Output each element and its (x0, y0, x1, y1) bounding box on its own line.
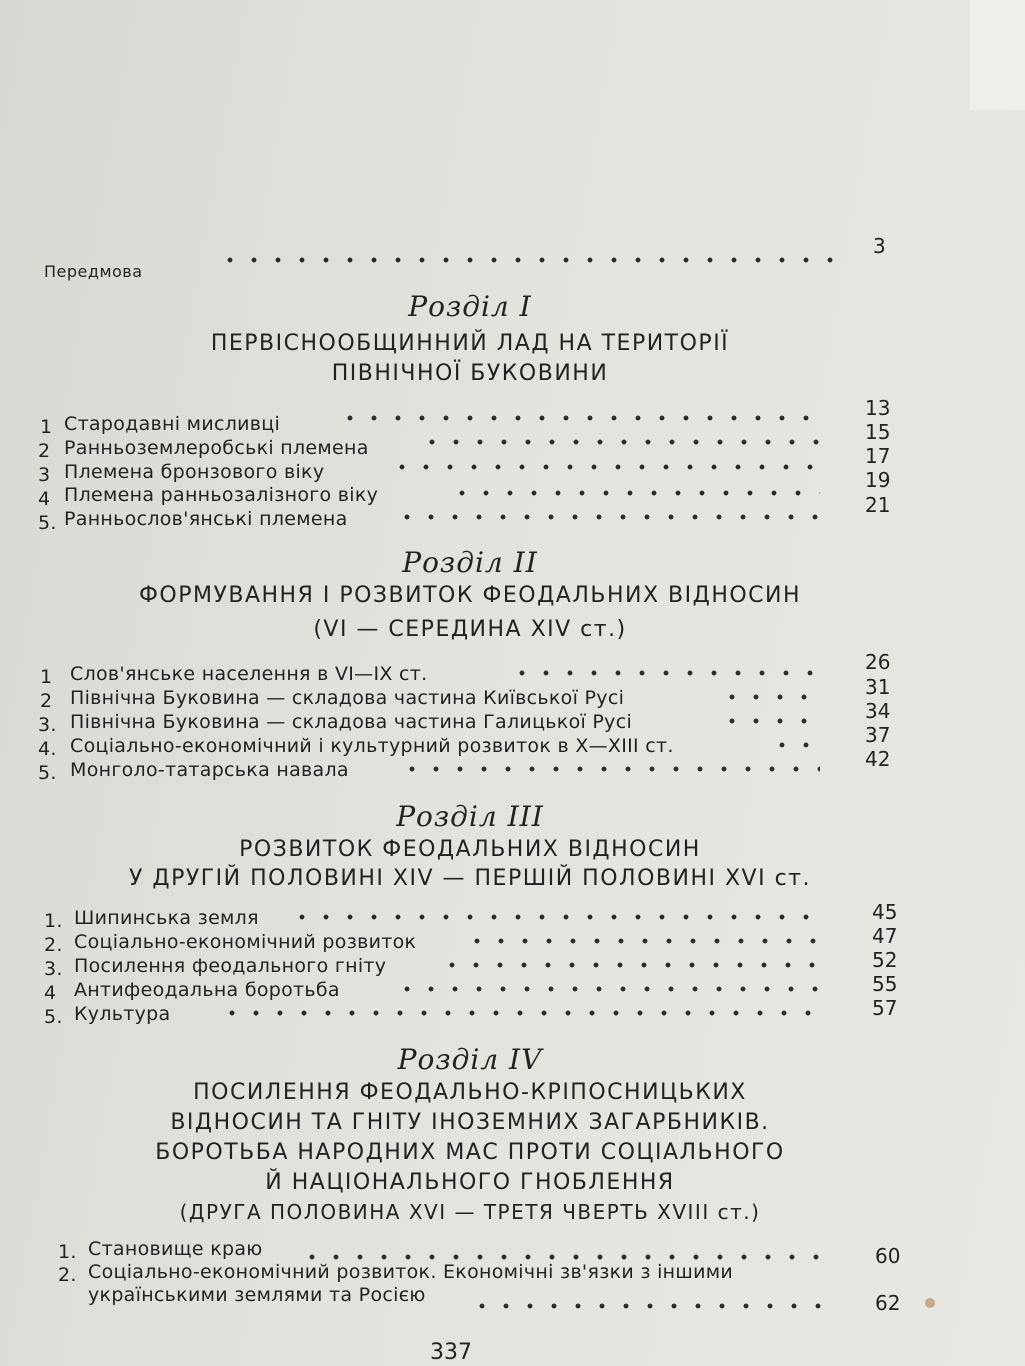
leader-dots (440, 962, 825, 968)
toc-item-number: 2 (40, 690, 53, 712)
chapter4-heading-line4: Й НАЦІОНАЛЬНОГО ГНОБЛЕННЯ (265, 1170, 675, 1195)
chapter1-heading-line2: ПІВНІЧНОЇ БУКОВИНИ (331, 361, 609, 386)
leader-dots (510, 670, 820, 676)
leader-dots (720, 718, 820, 724)
toc-item-title-continued: українськими землями та Росією (88, 1284, 426, 1306)
chapter4-heading-line5: (ДРУГА ПОЛОВИНА XVI — ТРЕТЯ ЧВЕРТЬ XVIII ст.) (179, 1200, 761, 1224)
leader-dots (450, 490, 820, 496)
toc-item-page: 55 (872, 972, 898, 996)
toc-item-number: 5. (38, 762, 57, 784)
preface-label: Передмова (44, 262, 143, 281)
toc-item-title: Ранньоземлеробські племена (64, 437, 369, 459)
toc-item-page: 42 (865, 747, 891, 771)
toc-item-number: 1. (58, 1241, 77, 1263)
leader-dots (218, 257, 838, 263)
leader-dots (338, 415, 823, 421)
leader-dots (420, 439, 820, 445)
toc-item-number: 1 (40, 416, 53, 438)
leader-dots (300, 1254, 825, 1260)
toc-item-title: Монголо-татарська навала (70, 759, 349, 781)
toc-item-page: 26 (865, 650, 891, 674)
preface-page: 3 (873, 234, 886, 258)
leader-dots (390, 464, 820, 470)
toc-item-title: Культура (74, 1003, 171, 1025)
toc-item-number: 3. (38, 714, 57, 736)
toc-item-number: 5. (44, 1006, 63, 1028)
toc-item-title: Слов'янське населення в VI—IX ст. (70, 663, 428, 685)
toc-item-page: 34 (865, 699, 891, 723)
toc-item-title: Племена бронзового віку (64, 461, 325, 483)
toc-item-page: 47 (872, 924, 898, 948)
page-corner (970, 0, 1025, 110)
toc-item-number: 2 (38, 440, 51, 462)
toc-item-title: Племена ранньозалізного віку (64, 484, 379, 506)
toc-item-number: 1. (44, 910, 63, 932)
toc-item-title: Шипинська земля (74, 907, 259, 929)
chapter4-heading-line3: БОРОТЬБА НАРОДНИХ МАС ПРОТИ СОЦІАЛЬНОГО (155, 1140, 785, 1165)
toc-item-title: Посилення феодального гніту (74, 955, 387, 977)
chapter3-section: Розділ III (396, 800, 544, 833)
toc-item-title: Стародавні мисливці (64, 413, 281, 435)
chapter1-heading-line1: ПЕРВІСНООБЩИННИЙ ЛАД НА ТЕРИТОРІЇ (210, 331, 730, 356)
toc-item-number: 5. (38, 512, 57, 534)
toc-item-title: Північна Буковина — складова частина Галицької Русі (70, 711, 633, 733)
toc-item-page: 62 (875, 1291, 901, 1315)
toc-item-page: 13 (865, 396, 891, 420)
toc-item-page: 57 (872, 996, 898, 1020)
leader-dots (220, 1010, 825, 1016)
toc-item-title: Антифеодальна боротьба (74, 979, 340, 1001)
toc-item-number: 2. (44, 934, 63, 956)
leader-dots (290, 914, 825, 920)
chapter2-heading-line2: (VI — СЕРЕДИНА XIV ст.) (313, 617, 627, 642)
toc-item-page: 52 (872, 948, 898, 972)
chapter4-heading-line2: ВІДНОСИН ТА ГНІТУ ІНОЗЕМНИХ ЗАГАРБНИКІВ. (170, 1110, 770, 1135)
chapter1-section: Розділ I (408, 290, 532, 323)
chapter4-section: Розділ IV (397, 1043, 543, 1076)
stain-mark (925, 1298, 935, 1308)
toc-item-number: 4 (44, 982, 57, 1004)
leader-dots (395, 514, 820, 520)
leader-dots (770, 742, 820, 748)
toc-item-title: Соціально-економічний розвиток (74, 931, 417, 953)
toc-item-page: 37 (865, 723, 891, 747)
toc-item-number: 1 (40, 666, 53, 688)
toc-item-page: 15 (865, 420, 891, 444)
leader-dots (720, 694, 820, 700)
leader-dots (400, 766, 820, 772)
toc-item-title: Соціально-економічний розвиток. Економічні зв'язки з іншими (88, 1261, 734, 1283)
toc-item-page: 21 (865, 493, 891, 517)
toc-item-page: 19 (865, 468, 891, 492)
leader-dots (465, 938, 825, 944)
chapter4-heading-line1: ПОСИЛЕННЯ ФЕОДАЛЬНО-КРІПОСНИЦЬКИХ (193, 1080, 747, 1105)
toc-item-title: Ранньослов'янські племена (64, 508, 348, 530)
leader-dots (395, 986, 825, 992)
toc-item-page: 31 (865, 675, 891, 699)
chapter2-heading-line1: ФОРМУВАННЯ І РОЗВИТОК ФЕОДАЛЬНИХ ВІДНОСИН (138, 583, 802, 608)
toc-item-number: 2. (58, 1264, 77, 1286)
toc-item-page: 45 (872, 900, 898, 924)
toc-item-title: Північна Буковина — складова частина Київської Русі (70, 687, 625, 709)
toc-item-number: 3. (44, 958, 63, 980)
toc-item-title: Становище краю (88, 1238, 263, 1260)
toc-item-number: 3 (38, 464, 51, 486)
chapter3-heading-line1: РОЗВИТОК ФЕОДАЛЬНИХ ВІДНОСИН (239, 837, 701, 862)
toc-item-number: 4 (38, 488, 51, 510)
toc-item-page: 60 (875, 1244, 901, 1268)
chapter3-heading-line2: У ДРУГІЙ ПОЛОВИНІ XIV — ПЕРШІЙ ПОЛОВИНІ XVI ст. (129, 866, 811, 891)
leader-dots (470, 1303, 825, 1309)
chapter2-section: Розділ II (402, 546, 538, 579)
page-number: 337 (430, 1340, 472, 1365)
toc-item-title: Соціально-економічний і культурний розвиток в X—XIII ст. (70, 735, 674, 757)
toc-item-page: 17 (865, 444, 891, 468)
toc-item-number: 4. (38, 738, 57, 760)
